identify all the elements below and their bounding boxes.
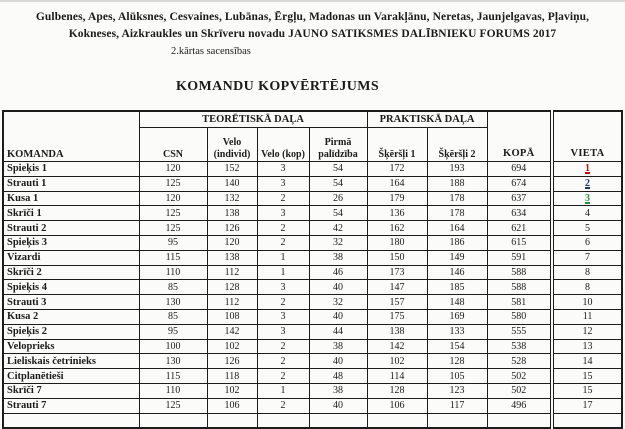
cell-vieta: 8 [552, 265, 622, 280]
cell-pirma-palidziba: 44 [309, 324, 367, 339]
cell-csn: 95 [139, 324, 207, 339]
cell-kopa: 591 [487, 250, 552, 265]
cell-pirma-palidziba: 38 [309, 339, 367, 354]
cell-skersli-1: 157 [367, 295, 427, 310]
col-header-pirma-palidziba: Pirmā palīdzība [309, 128, 367, 162]
empty-cell [309, 413, 367, 428]
cell-skersli-2: 169 [427, 309, 487, 324]
table-row [3, 235, 622, 250]
table-row [3, 398, 622, 413]
cell-skersli-1: 106 [367, 398, 427, 413]
cell-csn: 100 [139, 339, 207, 354]
cell-komanda: Kusa 1 [3, 191, 139, 206]
cell-kopa: 538 [487, 339, 552, 354]
cell-kopa: 615 [487, 235, 552, 250]
cell-skersli-2: 178 [427, 206, 487, 221]
table-row [3, 324, 622, 339]
table-row [3, 280, 622, 295]
col-header-velo-kop: Velo (kop) [257, 128, 309, 162]
cell-velo-kop: 2 [257, 221, 309, 236]
cell-skersli-1: 114 [367, 369, 427, 384]
cell-skersli-1: 175 [367, 309, 427, 324]
cell-csn: 125 [139, 176, 207, 191]
cell-velo-individ: 132 [207, 191, 257, 206]
cell-velo-individ: 102 [207, 383, 257, 398]
cell-csn: 125 [139, 206, 207, 221]
cell-csn: 130 [139, 295, 207, 310]
empty-cell [552, 413, 622, 428]
cell-velo-kop: 2 [257, 354, 309, 369]
cell-velo-kop: 3 [257, 176, 309, 191]
table-row [3, 295, 622, 310]
table-row [3, 221, 622, 236]
cell-csn: 85 [139, 309, 207, 324]
col-header-skersli-2: Šķēršļi 2 [427, 128, 487, 162]
cell-velo-kop: 3 [257, 280, 309, 295]
empty-cell [257, 413, 309, 428]
cell-velo-kop: 2 [257, 235, 309, 250]
cell-pirma-palidziba: 54 [309, 176, 367, 191]
col-group-theoretical: TEORĒTISKĀ DAĻA [139, 111, 367, 128]
cell-kopa: 621 [487, 221, 552, 236]
page-title: KOMANDU KOPVĒRTĒJUMS [175, 79, 380, 94]
empty-cell [139, 413, 207, 428]
cell-skersli-2: 128 [427, 354, 487, 369]
cell-komanda: Skrīči 7 [3, 383, 139, 398]
cell-skersli-2: 146 [427, 265, 487, 280]
cell-velo-individ: 142 [207, 324, 257, 339]
empty-cell [3, 413, 139, 428]
cell-komanda: Spieķis 2 [3, 324, 139, 339]
cell-velo-kop: 1 [257, 265, 309, 280]
cell-pirma-palidziba: 40 [309, 309, 367, 324]
col-group-practical: PRAKTISKĀ DAĻA [367, 111, 487, 128]
cell-kopa: 694 [487, 162, 552, 177]
cell-skersli-1: 164 [367, 176, 427, 191]
forum-title-line-2: Kokneses, Aizkraukles un Skrīveru novadu JAUNO SATIKSMES DALĪBNIEKU FORUMS 2017 [68, 28, 557, 40]
empty-cell [427, 413, 487, 428]
cell-velo-kop: 2 [257, 191, 309, 206]
cell-kopa: 555 [487, 324, 552, 339]
cell-pirma-palidziba: 42 [309, 221, 367, 236]
cell-velo-individ: 138 [207, 206, 257, 221]
cell-velo-individ: 108 [207, 309, 257, 324]
cell-komanda: Strauti 7 [3, 398, 139, 413]
cell-skersli-2: 193 [427, 162, 487, 177]
cell-csn: 125 [139, 221, 207, 236]
cell-komanda: Kusa 2 [3, 309, 139, 324]
table-row [3, 176, 622, 191]
cell-pirma-palidziba: 48 [309, 369, 367, 384]
cell-komanda: Spieķis 4 [3, 280, 139, 295]
cell-csn: 115 [139, 369, 207, 384]
cell-kopa: 674 [487, 176, 552, 191]
cell-velo-kop: 2 [257, 295, 309, 310]
cell-skersli-1: 138 [367, 324, 427, 339]
cell-skersli-2: 186 [427, 235, 487, 250]
cell-velo-kop: 1 [257, 383, 309, 398]
cell-velo-kop: 3 [257, 206, 309, 221]
cell-skersli-2: 105 [427, 369, 487, 384]
cell-velo-kop: 3 [257, 162, 309, 177]
col-header-velo-individ: Velo (individ) [207, 128, 257, 162]
cell-pirma-palidziba: 40 [309, 354, 367, 369]
cell-velo-individ: 140 [207, 176, 257, 191]
col-header-kopa: KOPĀ [487, 111, 552, 162]
col-header-vieta: VIETA [552, 111, 622, 162]
cell-skersli-2: 185 [427, 280, 487, 295]
cell-komanda: Spieķis 1 [3, 162, 139, 177]
cell-vieta: 6 [552, 235, 622, 250]
cell-skersli-2: 178 [427, 191, 487, 206]
cell-velo-individ: 138 [207, 250, 257, 265]
cell-vieta: 10 [552, 295, 622, 310]
cell-csn: 125 [139, 398, 207, 413]
cell-csn: 110 [139, 383, 207, 398]
cell-kopa: 502 [487, 369, 552, 384]
cell-csn: 120 [139, 191, 207, 206]
cell-skersli-2: 123 [427, 383, 487, 398]
cell-velo-individ: 102 [207, 339, 257, 354]
cell-csn: 85 [139, 280, 207, 295]
table-row [3, 383, 622, 398]
cell-vieta: 3 [552, 191, 622, 206]
cell-velo-individ: 126 [207, 354, 257, 369]
cell-kopa: 496 [487, 398, 552, 413]
table-row [3, 309, 622, 324]
cell-pirma-palidziba: 54 [309, 206, 367, 221]
cell-komanda: Strauti 1 [3, 176, 139, 191]
page-top-edge [0, 0, 625, 2]
cell-pirma-palidziba: 38 [309, 250, 367, 265]
cell-vieta: 1 [552, 162, 622, 177]
cell-vieta: 15 [552, 383, 622, 398]
cell-velo-kop: 2 [257, 398, 309, 413]
cell-komanda: Skrīči 2 [3, 265, 139, 280]
cell-skersli-2: 149 [427, 250, 487, 265]
cell-vieta: 12 [552, 324, 622, 339]
cell-velo-individ: 106 [207, 398, 257, 413]
cell-skersli-1: 172 [367, 162, 427, 177]
cell-velo-individ: 118 [207, 369, 257, 384]
cell-kopa: 634 [487, 206, 552, 221]
results-table [2, 110, 623, 429]
empty-cell [367, 413, 427, 428]
cell-skersli-1: 147 [367, 280, 427, 295]
cell-csn: 115 [139, 250, 207, 265]
cell-vieta: 7 [552, 250, 622, 265]
cell-komanda: Strauti 3 [3, 295, 139, 310]
cell-pirma-palidziba: 26 [309, 191, 367, 206]
cell-pirma-palidziba: 40 [309, 398, 367, 413]
cell-kopa: 580 [487, 309, 552, 324]
cell-csn: 130 [139, 354, 207, 369]
cell-kopa: 502 [487, 383, 552, 398]
cell-csn: 120 [139, 162, 207, 177]
cell-kopa: 588 [487, 280, 552, 295]
empty-cell [207, 413, 257, 428]
cell-komanda: Vizardi [3, 250, 139, 265]
table-row [3, 250, 622, 265]
cell-komanda: Skrīči 1 [3, 206, 139, 221]
cell-komanda: Veloprieks [3, 339, 139, 354]
cell-kopa: 637 [487, 191, 552, 206]
cell-velo-individ: 112 [207, 295, 257, 310]
cell-vieta: 15 [552, 369, 622, 384]
table-row [3, 191, 622, 206]
cell-velo-individ: 120 [207, 235, 257, 250]
cell-pirma-palidziba: 46 [309, 265, 367, 280]
document-header [0, 9, 625, 95]
forum-title-line-1: Gulbenes, Apes, Alūksnes, Cesvaines, Lubānas, Ērgļu, Madonas un Varakļānu, Neretas, Jaunjelgavas, Pļaviņu, [35, 11, 590, 23]
col-header-skersli-1: Šķēršļi 1 [367, 128, 427, 162]
table-row [3, 369, 622, 384]
cell-velo-kop: 3 [257, 309, 309, 324]
cell-vieta: 5 [552, 221, 622, 236]
cell-pirma-palidziba: 54 [309, 162, 367, 177]
cell-velo-kop: 2 [257, 339, 309, 354]
cell-skersli-1: 179 [367, 191, 427, 206]
cell-komanda: Citplanētieši [3, 369, 139, 384]
cell-skersli-1: 162 [367, 221, 427, 236]
cell-skersli-2: 133 [427, 324, 487, 339]
cell-velo-kop: 2 [257, 369, 309, 384]
cell-vieta: 2 [552, 176, 622, 191]
col-header-komanda: KOMANDA [3, 111, 139, 162]
cell-velo-kop: 3 [257, 324, 309, 339]
cell-pirma-palidziba: 32 [309, 295, 367, 310]
cell-skersli-1: 136 [367, 206, 427, 221]
cell-vieta: 17 [552, 398, 622, 413]
cell-skersli-2: 188 [427, 176, 487, 191]
cell-skersli-1: 173 [367, 265, 427, 280]
round-subtitle: 2.kārtas sacensības [171, 46, 251, 57]
cell-vieta: 4 [552, 206, 622, 221]
table-row [3, 339, 622, 354]
table-row [3, 162, 622, 177]
cell-vieta: 13 [552, 339, 622, 354]
col-header-csn: CSN [139, 128, 207, 162]
cell-pirma-palidziba: 32 [309, 235, 367, 250]
cell-pirma-palidziba: 40 [309, 280, 367, 295]
cell-vieta: 14 [552, 354, 622, 369]
cell-csn: 95 [139, 235, 207, 250]
table-row [3, 354, 622, 369]
cell-skersli-2: 154 [427, 339, 487, 354]
cell-skersli-2: 148 [427, 295, 487, 310]
cell-vieta: 11 [552, 309, 622, 324]
cell-komanda: Spieķis 3 [3, 235, 139, 250]
cell-pirma-palidziba: 38 [309, 383, 367, 398]
cell-komanda: Lieliskais četrinieks [3, 354, 139, 369]
cell-velo-individ: 126 [207, 221, 257, 236]
cell-skersli-1: 150 [367, 250, 427, 265]
table-row [3, 265, 622, 280]
cell-velo-individ: 152 [207, 162, 257, 177]
cell-skersli-1: 180 [367, 235, 427, 250]
cell-komanda: Strauti 2 [3, 221, 139, 236]
cell-velo-kop: 1 [257, 250, 309, 265]
table-row-clipped [3, 413, 622, 428]
empty-cell [487, 413, 552, 428]
cell-skersli-1: 102 [367, 354, 427, 369]
cell-velo-individ: 128 [207, 280, 257, 295]
cell-skersli-2: 164 [427, 221, 487, 236]
cell-csn: 110 [139, 265, 207, 280]
cell-kopa: 588 [487, 265, 552, 280]
header-group-row [3, 111, 622, 128]
table-row [3, 206, 622, 221]
cell-velo-individ: 112 [207, 265, 257, 280]
cell-skersli-1: 128 [367, 383, 427, 398]
forum-title [0, 9, 625, 43]
cell-skersli-1: 142 [367, 339, 427, 354]
cell-skersli-2: 117 [427, 398, 487, 413]
cell-kopa: 528 [487, 354, 552, 369]
cell-kopa: 581 [487, 295, 552, 310]
cell-vieta: 8 [552, 280, 622, 295]
